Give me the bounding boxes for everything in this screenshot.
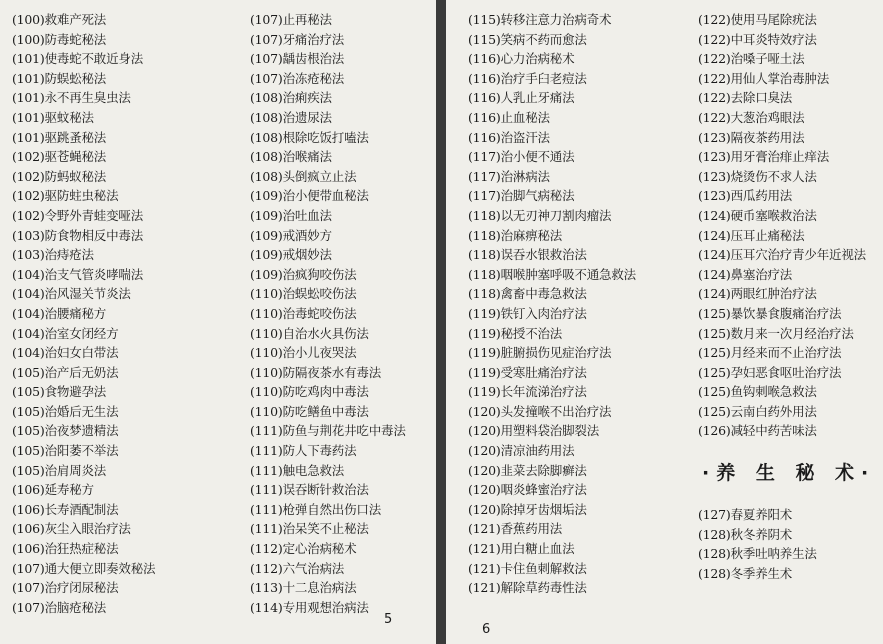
list-item: (116)治盗汗法 (468, 129, 550, 145)
list-item: (111)治呆笑不止秘法 (250, 521, 369, 537)
list-item: (111)触电急救法 (250, 462, 345, 478)
list-item: (105)治婚后无生法 (12, 403, 119, 419)
list-item: (116)心力治病秘术 (468, 51, 575, 67)
list-item: (107)龋齿根治法 (250, 51, 345, 67)
list-item: (102)防蚂蚁秘法 (12, 168, 107, 184)
list-item: (109)治小便带血秘法 (250, 188, 369, 204)
list-item: (110)治小儿夜哭法 (250, 345, 357, 361)
list-item: (123)西瓜药用法 (698, 188, 793, 204)
list-item: (124)两眼红肿治疗法 (698, 286, 817, 302)
list-item: (124)鼻塞治疗法 (698, 266, 793, 282)
list-item: (111)防人下毒药法 (250, 443, 357, 459)
list-item: (110)防隔夜茶水有毒法 (250, 364, 382, 380)
list-item: (107)治疗闭尿秘法 (12, 580, 119, 596)
list-item: (117)治脚气病秘法 (468, 188, 575, 204)
list-item: (107)治脑疮秘法 (12, 599, 107, 615)
list-item: (105)治夜梦遗精法 (12, 423, 119, 439)
list-item: (128)秋季吐呐养生法 (698, 546, 817, 562)
list-item: (127)春夏养阳术 (698, 507, 793, 523)
list-item: (115)转移注意力治病奇术 (468, 12, 612, 27)
list-item: (105)食物避孕法 (12, 384, 107, 400)
list-item: (116)人乳止牙痛法 (468, 90, 575, 106)
list-item: (107)治冻疮秘法 (250, 70, 345, 86)
book-spine (436, 0, 446, 644)
list-item: (104)治风湿关节炎法 (12, 286, 131, 302)
list-item: (116)止血秘法 (468, 109, 550, 125)
list-item: (104)治室女闭经方 (12, 325, 119, 341)
list-item: (119)脏腑损伤见症治疗法 (468, 345, 612, 361)
list-item: (104)治妇女白带法 (12, 345, 119, 361)
list-item: (108)治痢疾法 (250, 90, 332, 106)
list-item: (121)香蕉药用法 (468, 521, 563, 537)
list-item: (106)灰尘入眼治疗法 (12, 521, 131, 537)
section-title: ·养 生 秘 术· (702, 462, 876, 485)
list-item: (105)治产后无奶法 (12, 364, 119, 380)
list-item: (104)治支气管炎哮喘法 (12, 266, 144, 282)
list-item: (112)六气治病法 (250, 560, 345, 576)
list-item: (117)治淋病法 (468, 168, 550, 184)
list-item: (112)定心治病秘术 (250, 541, 357, 557)
list-item: (120)清凉油药用法 (468, 443, 575, 459)
list-item: (124)硬币塞喉救治法 (698, 207, 817, 223)
page-number: 6 (482, 622, 491, 637)
list-item: (101)永不再生臭虫法 (12, 90, 131, 106)
list-item: (106)长寿酒配制法 (12, 501, 119, 517)
list-item: (125)孕妇恶食呕吐治疗法 (698, 364, 842, 380)
list-item: (100)防毒蛇秘法 (12, 31, 107, 47)
right-page-column-2-list-after (698, 505, 878, 583)
list-item: (114)专用观想治病法 (250, 599, 369, 615)
list-item: (122)治嗓子哑土法 (698, 51, 805, 67)
left-page-column-1 (12, 10, 155, 617)
list-item: (128)秋冬养阴术 (698, 526, 793, 542)
list-item: (126)减轻中药苦味法 (698, 423, 817, 439)
list-item: (118)咽喉肿塞呼吸不通急救法 (468, 266, 636, 282)
list-item: (117)治小便不通法 (468, 149, 575, 165)
list-item: (122)去除口臭法 (698, 90, 793, 106)
list-item: (116)治疗手臼老痘法 (468, 70, 587, 86)
right-page-column-2-list (698, 10, 878, 441)
list-item: (108)头倒疯立止法 (250, 168, 357, 184)
right-page-column-2 (698, 10, 878, 583)
list-item: (115)笑病不药而愈法 (468, 31, 587, 47)
list-item: (101)驱蚊秘法 (12, 109, 94, 125)
list-item: (118)以无刃神刀割肉瘤法 (468, 207, 612, 223)
list-item: (125)鱼钩刺喉急救法 (698, 384, 817, 400)
list-item: (108)治遗尿法 (250, 109, 332, 125)
list-item: (108)根除吃饭打嗑法 (250, 129, 369, 145)
list-item: (122)用仙人掌治毒肿法 (698, 70, 830, 86)
list-item: (105)治阳萎不举法 (12, 443, 119, 459)
list-item: (111)误吞断针救治法 (250, 482, 369, 498)
list-item: (120)咽炎蜂蜜治疗法 (468, 482, 587, 498)
list-item: (123)烧烫伤不求人法 (698, 168, 817, 184)
list-item: (121)卡住鱼刺解救法 (468, 560, 587, 576)
list-item: (118)误吞水银救治法 (468, 247, 587, 263)
list-item: (101)使毒蛇不敢近身法 (12, 51, 144, 67)
list-item: (110)治蜈蚣咬伤法 (250, 286, 357, 302)
list-item: (110)防吃鸡肉中毒法 (250, 384, 369, 400)
list-item: (111)枪弹自然出伤口法 (250, 501, 382, 517)
list-item: (110)自治水火具伤法 (250, 325, 369, 341)
list-item: (110)防吃鳝鱼中毒法 (250, 403, 369, 419)
list-item: (105)治肩周炎法 (12, 462, 107, 478)
list-item: (120)除掉牙齿烟垢法 (468, 501, 587, 517)
list-item: (123)用牙膏治痱止痒法 (698, 149, 830, 165)
list-item: (109)戒烟妙法 (250, 247, 332, 263)
list-item: (102)驱防蛀虫秘法 (12, 188, 119, 204)
list-item: (119)长年流涕治疗法 (468, 384, 587, 400)
list-item: (109)戒酒妙方 (250, 227, 332, 243)
list-item: (108)治喉痛法 (250, 149, 332, 165)
list-item: (106)治狂热症秘法 (12, 541, 119, 557)
list-item: (125)云南白药外用法 (698, 403, 817, 419)
list-item: (107)牙痛治疗法 (250, 31, 345, 47)
list-item: (120)头发撞喉不出治疗法 (468, 403, 612, 419)
list-item: (119)秘授不治法 (468, 325, 563, 341)
list-item: (102)驱苍蝇秘法 (12, 149, 107, 165)
list-item: (104)治腰痛秘方 (12, 305, 107, 321)
list-item: (122)中耳炎特效疗法 (698, 31, 817, 47)
list-item: (119)铁钉入肉治疗法 (468, 305, 587, 321)
list-item: (121)用白糖止血法 (468, 541, 575, 557)
list-item: (125)月经来而不止治疗法 (698, 345, 842, 361)
right-page (446, 0, 883, 644)
list-item: (123)隔夜茶药用法 (698, 129, 805, 145)
list-item: (120)韭菜去除脚癣法 (468, 462, 587, 478)
list-item: (101)防蜈蚣秘法 (12, 70, 107, 86)
list-item: (122)使用马尾除疣法 (698, 12, 817, 27)
page-number: 5 (384, 612, 393, 627)
list-item: (124)压耳穴治疗青少年近视法 (698, 247, 866, 263)
left-page (0, 0, 436, 644)
list-item: (103)防食物相反中毒法 (12, 227, 144, 243)
list-item: (109)治吐血法 (250, 207, 332, 223)
list-item: (118)治麻痹秘法 (468, 227, 563, 243)
list-item: (107)通大便立即奏效秘法 (12, 560, 156, 576)
list-item: (102)令野外青蛙变哑法 (12, 207, 144, 223)
list-item: (110)治毒蛇咬伤法 (250, 305, 357, 321)
right-page-column-1 (468, 10, 636, 598)
list-item: (100)救难产死法 (12, 12, 107, 27)
list-item: (124)压耳止痛秘法 (698, 227, 805, 243)
list-item: (109)治疯狗咬伤法 (250, 266, 357, 282)
list-item: (101)驱跳蚤秘法 (12, 129, 107, 145)
list-item: (125)数月来一次月经治疗法 (698, 325, 854, 341)
list-item: (121)解除草药毒性法 (468, 580, 587, 596)
list-item: (106)延寿秘方 (12, 482, 94, 498)
list-item: (113)十二息治病法 (250, 580, 357, 596)
list-item: (103)治痔疮法 (12, 247, 94, 263)
list-item: (120)用塑料袋治脚裂法 (468, 423, 600, 439)
list-item: (128)冬季养生术 (698, 565, 793, 581)
list-item: (107)止再秘法 (250, 12, 332, 27)
list-item: (111)防鱼与荆花井吃中毒法 (250, 423, 406, 439)
list-item: (119)受寒肚痛治疗法 (468, 364, 587, 380)
list-item: (122)大葱治鸡眼法 (698, 109, 805, 125)
left-page-column-2 (250, 10, 406, 617)
list-item: (118)禽畜中毒急救法 (468, 286, 587, 302)
list-item: (125)暴饮暴食腹痛治疗法 (698, 305, 842, 321)
